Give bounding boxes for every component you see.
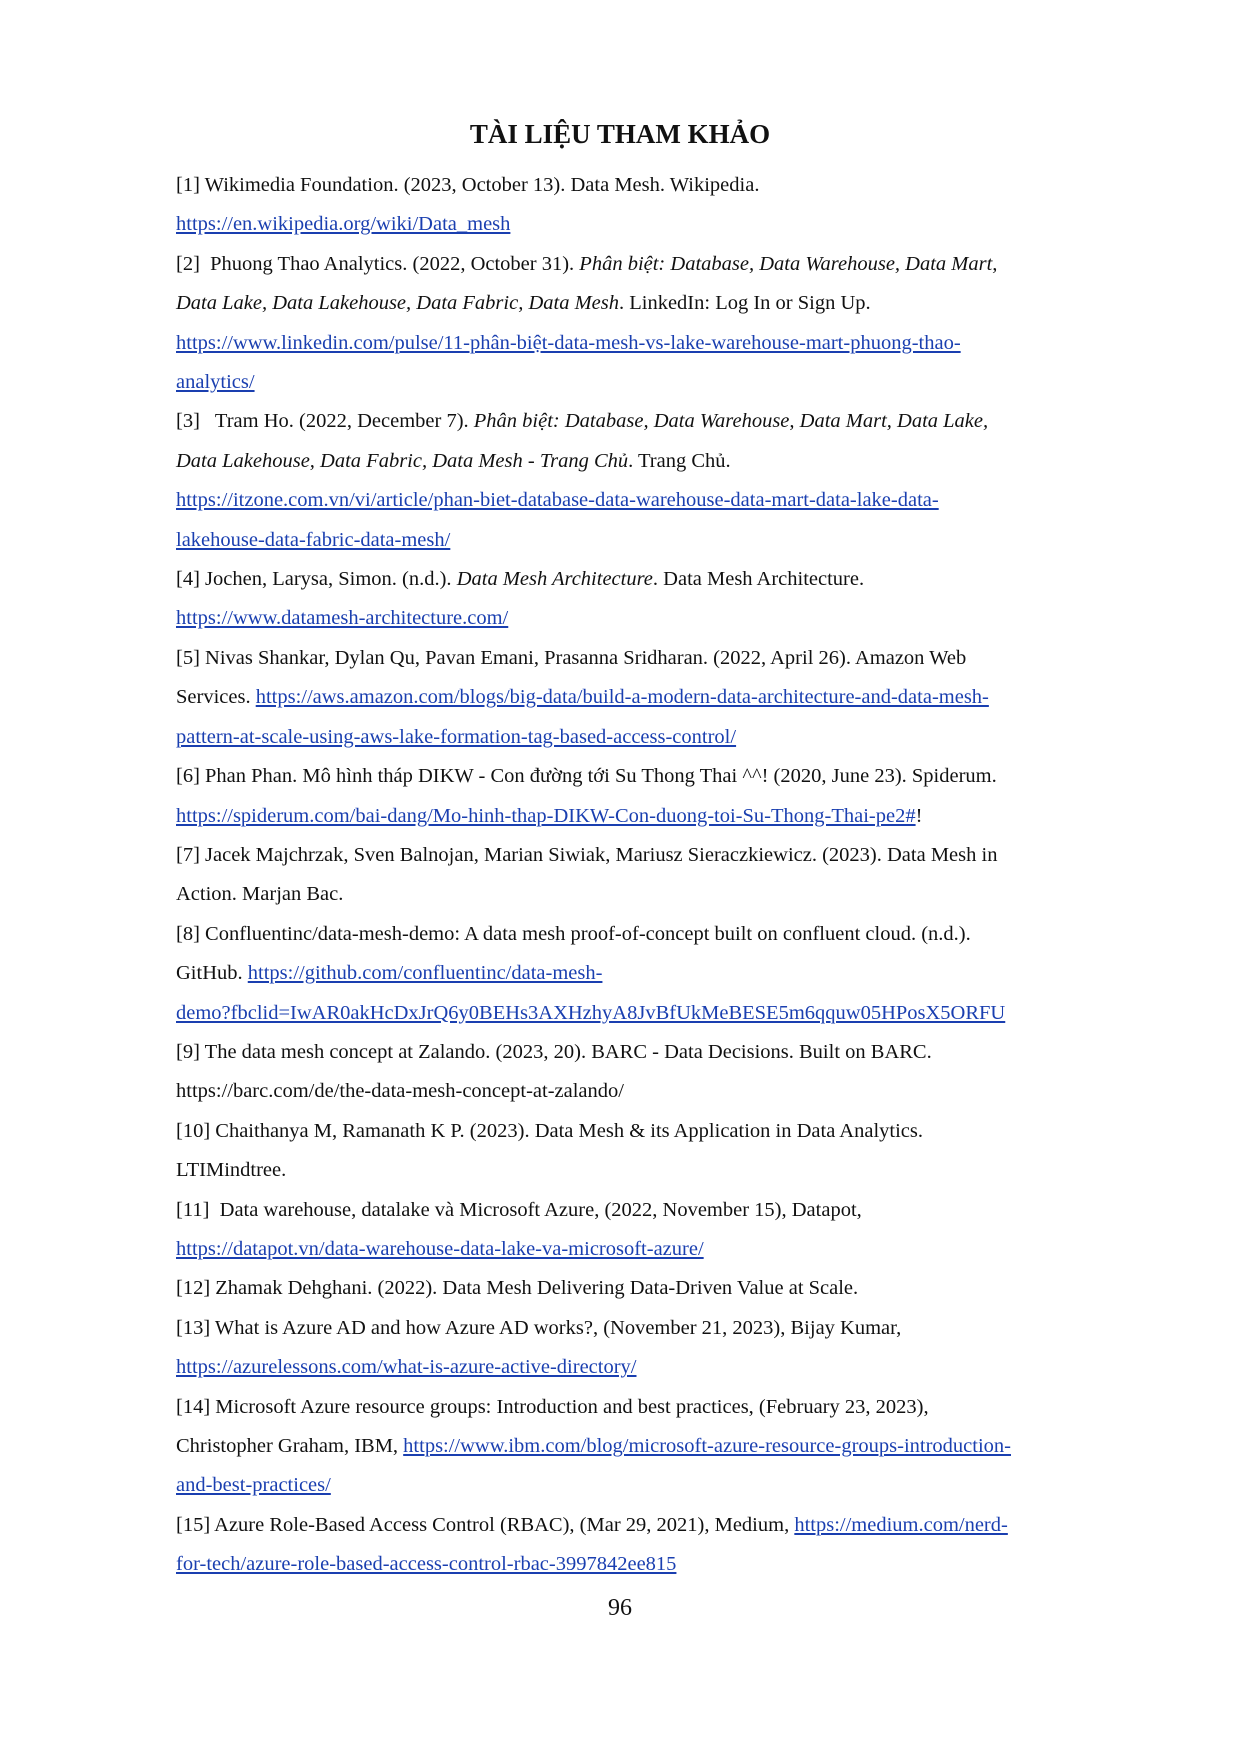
reference-text: Jacek Majchrzak, Sven Balnojan, Marian Siwiak, Mariusz Sieraczkiewicz. (2023). Data Mesh in <box>205 843 998 866</box>
reference-author: Jochen, Larysa, Simon. (n.d.). <box>205 568 452 591</box>
reference-source: . Trang Chủ. <box>628 449 731 472</box>
reference-link[interactable]: https://medium.com/nerd- <box>794 1513 1008 1536</box>
reference-text: Zhamak Dehghani. (2022). Data Mesh Delivering Data-Driven Value at Scale. <box>215 1277 859 1300</box>
reference-number: [15] <box>176 1513 211 1536</box>
reference-text: Confluentinc/data-mesh-demo: A data mesh proof-of-concept built on confluent cloud. (n.d.). <box>205 922 971 945</box>
reference-7 <box>176 836 1116 915</box>
reference-4 <box>176 560 1116 639</box>
reference-text: Chaithanya M, Ramanath K P. (2023). Data Mesh & its Application in Data Analytics. <box>215 1119 923 1142</box>
reference-number: [2] <box>176 252 200 275</box>
reference-link[interactable]: https://www.ibm.com/blog/microsoft-azure-resource-groups-introduction- <box>403 1435 1011 1457</box>
reference-12 <box>176 1269 1116 1308</box>
reference-link[interactable]: https://github.com/confluentinc/data-mesh- <box>247 962 603 985</box>
reference-title: Data Mesh Architecture <box>456 568 653 591</box>
reference-link-cont[interactable]: lakehouse-data-fabric-data-mesh/ <box>176 528 451 551</box>
reference-source: . Data Mesh Architecture. <box>652 568 865 591</box>
reference-author: Tram Ho. (2022, December 7). <box>214 410 469 433</box>
reference-5 <box>176 639 1116 757</box>
reference-link[interactable]: https://itzone.com.vn/vi/article/phan-biet-database-data-warehouse-data-mart-data-lake-data- <box>176 489 939 512</box>
reference-title-cont: Data Lakehouse, Data Fabric, Data Mesh - Trang Chủ <box>176 449 629 472</box>
reference-number: [7] <box>176 843 200 866</box>
reference-number: [3] <box>176 410 200 433</box>
reference-text: Data warehouse, datalake và Microsoft Azure, (2022, November 15), Datapot, <box>219 1198 862 1221</box>
reference-2 <box>176 245 1116 403</box>
reference-number: [11] <box>176 1198 210 1221</box>
reference-text-cont: Services. <box>176 686 251 709</box>
reference-author: Phuong Thao Analytics. (2022, October 31). <box>210 252 575 275</box>
reference-text: The data mesh concept at Zalando. (2023, 20). BARC - Data Decisions. Built on BARC. <box>204 1040 932 1063</box>
reference-13 <box>176 1309 1116 1388</box>
reference-title: Phân biệt: Database, Data Warehouse, Data Mart, <box>579 252 998 275</box>
reference-number: [1] <box>176 174 200 196</box>
reference-text-cont: LTIMindtree. <box>176 1159 287 1182</box>
reference-link-cont[interactable]: pattern-at-scale-using-aws-lake-formation-tag-based-access-control/ <box>176 725 737 748</box>
reference-plain-url: https://barc.com/de/the-data-mesh-concept-at-zalando/ <box>176 1080 624 1103</box>
reference-text: What is Azure AD and how Azure AD works?, (November 21, 2023), Bijay Kumar, <box>214 1316 902 1339</box>
reference-link-cont[interactable]: and-best-practices/ <box>176 1474 331 1497</box>
reference-1 <box>176 166 1116 245</box>
reference-number: [8] <box>176 922 200 945</box>
reference-number: [4] <box>176 568 200 591</box>
reference-link[interactable]: https://aws.amazon.com/blogs/big-data/build-a-modern-data-architecture-and-data-mesh- <box>255 686 989 709</box>
reference-text: Microsoft Azure resource groups: Introduction and best practices, (February 23, 2023), <box>215 1395 929 1418</box>
reference-number: [9] <box>176 1040 200 1063</box>
reference-link[interactable]: https://spiderum.com/bai-dang/Mo-hinh-thap-DIKW-Con-duong-toi-Su-Thong-Thai-pe2# <box>176 804 916 827</box>
reference-text: Phan Phan. Mô hình tháp DIKW - Con đường tới Su Thong Thai ^^! (2020, June 23). Spiderum. <box>205 765 997 788</box>
reference-number: [12] <box>176 1277 211 1300</box>
reference-link-cont[interactable]: analytics/ <box>176 371 255 394</box>
reference-8 <box>176 915 1116 1033</box>
reference-link-cont[interactable]: demo?fbclid=IwAR0akHcDxJrQ6y0BEHs3AXHzhyA8JvBfUkMeBESE5m6qquw05HPosX5ORFU <box>176 1001 1006 1024</box>
reference-number: [14] <box>176 1395 211 1418</box>
reference-link[interactable]: https://azurelessons.com/what-is-azure-active-directory/ <box>176 1356 637 1379</box>
page-title: TÀI LIỆU THAM KHẢO <box>469 119 771 149</box>
reference-tail: ! <box>915 804 923 827</box>
reference-text: Azure Role-Based Access Control (RBAC), (Mar 29, 2021), Medium, <box>214 1513 790 1536</box>
reference-title-cont: Data Lake, Data Lakehouse, Data Fabric, Data Mesh <box>176 292 619 315</box>
reference-link[interactable]: https://en.wikipedia.org/wiki/Data_mesh <box>176 213 511 236</box>
reference-link-cont[interactable]: for-tech/azure-role-based-access-control-rbac-3997842ee815 <box>176 1553 677 1576</box>
reference-14 <box>176 1388 1116 1506</box>
reference-link[interactable]: https://www.linkedin.com/pulse/11-phân-biệt-data-mesh-vs-lake-warehouse-mart-phuong-thao- <box>176 331 961 354</box>
reference-list <box>176 166 1116 1585</box>
page-number: 96 <box>608 1595 632 1621</box>
reference-number: [5] <box>176 646 200 669</box>
reference-9 <box>176 1033 1116 1112</box>
reference-link[interactable]: https://www.datamesh-architecture.com/ <box>176 607 509 630</box>
reference-number: [6] <box>176 765 200 788</box>
reference-6 <box>176 757 1116 836</box>
reference-number: [10] <box>176 1119 211 1142</box>
reference-text: Wikimedia Foundation. (2023, October 13). Data Mesh. Wikipedia. <box>204 174 760 196</box>
reference-text-cont: Action. Marjan Bac. <box>176 883 344 906</box>
reference-text-cont: Christopher Graham, IBM, <box>176 1435 399 1457</box>
reference-15 <box>176 1506 1116 1585</box>
reference-title: Phân biệt: Database, Data Warehouse, Data Mart, Data Lake, <box>473 410 989 433</box>
reference-10 <box>176 1112 1116 1191</box>
reference-3 <box>176 402 1116 560</box>
reference-number: [13] <box>176 1316 211 1339</box>
reference-11 <box>176 1191 1116 1270</box>
reference-text: Nivas Shankar, Dylan Qu, Pavan Emani, Prasanna Sridharan. (2022, April 26). Amazon Web <box>205 646 967 669</box>
reference-text-cont: GitHub. <box>176 962 243 985</box>
reference-source: . LinkedIn: Log In or Sign Up. <box>618 292 871 315</box>
reference-link[interactable]: https://datapot.vn/data-warehouse-data-lake-va-microsoft-azure/ <box>176 1237 704 1260</box>
